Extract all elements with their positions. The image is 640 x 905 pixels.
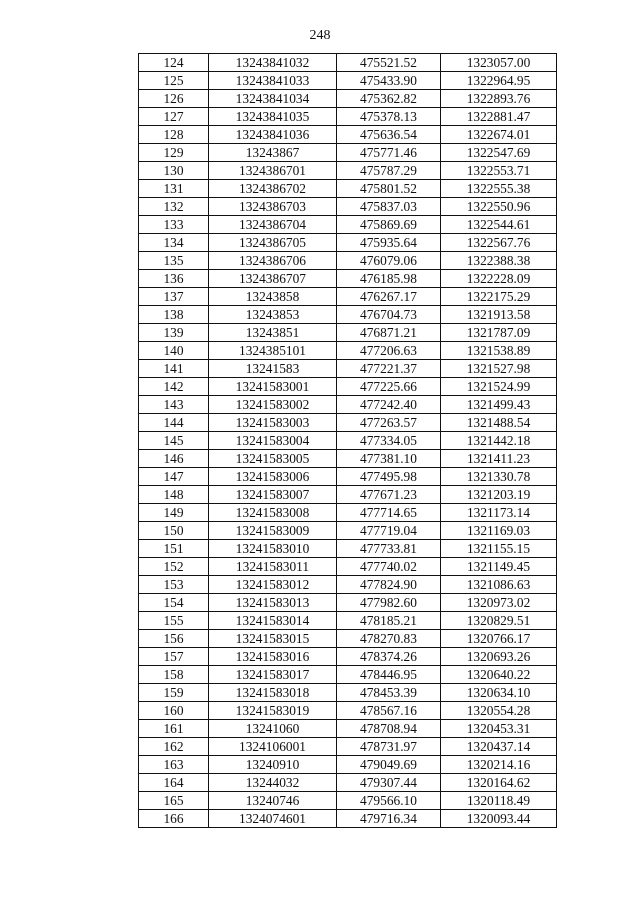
- row-index-cell: 145: [139, 432, 209, 450]
- page-number: 248: [309, 28, 331, 43]
- y-coordinate-cell: 1321203.19: [441, 486, 557, 504]
- table-row: [139, 576, 557, 594]
- table-row: [139, 90, 557, 108]
- point-id-cell: 13241583004: [209, 432, 337, 450]
- table-row: [139, 720, 557, 738]
- x-coordinate-cell: 477381.10: [337, 450, 441, 468]
- point-id-cell: 1324106001: [209, 738, 337, 756]
- y-coordinate-cell: 1322547.69: [441, 144, 557, 162]
- point-id-cell: 13241583012: [209, 576, 337, 594]
- x-coordinate-cell: 478185.21: [337, 612, 441, 630]
- x-coordinate-cell: 476704.73: [337, 306, 441, 324]
- point-id-cell: 13241583: [209, 360, 337, 378]
- x-coordinate-cell: 476267.17: [337, 288, 441, 306]
- row-index-cell: 130: [139, 162, 209, 180]
- y-coordinate-cell: 1320640.22: [441, 666, 557, 684]
- table-row: [139, 288, 557, 306]
- row-index-cell: 155: [139, 612, 209, 630]
- row-index-cell: 135: [139, 252, 209, 270]
- table-row: [139, 324, 557, 342]
- x-coordinate-cell: 477221.37: [337, 360, 441, 378]
- point-id-cell: 1324386704: [209, 216, 337, 234]
- y-coordinate-cell: 1321149.45: [441, 558, 557, 576]
- y-coordinate-cell: 1322388.38: [441, 252, 557, 270]
- y-coordinate-cell: 1320164.62: [441, 774, 557, 792]
- x-coordinate-cell: 479307.44: [337, 774, 441, 792]
- row-index-cell: 136: [139, 270, 209, 288]
- row-index-cell: 146: [139, 450, 209, 468]
- x-coordinate-cell: 479716.34: [337, 810, 441, 828]
- point-id-cell: 13241583010: [209, 540, 337, 558]
- point-id-cell: 1324074601: [209, 810, 337, 828]
- row-index-cell: 141: [139, 360, 209, 378]
- table-row: [139, 684, 557, 702]
- row-index-cell: 140: [139, 342, 209, 360]
- row-index-cell: 142: [139, 378, 209, 396]
- table-row: [139, 72, 557, 90]
- x-coordinate-cell: 477671.23: [337, 486, 441, 504]
- table-row: [139, 270, 557, 288]
- table-row: [139, 756, 557, 774]
- table-row: [139, 54, 557, 72]
- point-id-cell: 13244032: [209, 774, 337, 792]
- y-coordinate-cell: 1321524.99: [441, 378, 557, 396]
- point-id-cell: 13241583001: [209, 378, 337, 396]
- row-index-cell: 125: [139, 72, 209, 90]
- table-row: [139, 234, 557, 252]
- y-coordinate-cell: 1320093.44: [441, 810, 557, 828]
- y-coordinate-cell: 1320437.14: [441, 738, 557, 756]
- table-row: [139, 414, 557, 432]
- x-coordinate-cell: 475378.13: [337, 108, 441, 126]
- y-coordinate-cell: 1322881.47: [441, 108, 557, 126]
- x-coordinate-cell: 475787.29: [337, 162, 441, 180]
- x-coordinate-cell: 477733.81: [337, 540, 441, 558]
- y-coordinate-cell: 1323057.00: [441, 54, 557, 72]
- y-coordinate-cell: 1321499.43: [441, 396, 557, 414]
- x-coordinate-cell: 477714.65: [337, 504, 441, 522]
- y-coordinate-cell: 1321173.14: [441, 504, 557, 522]
- table-row: [139, 180, 557, 198]
- row-index-cell: 156: [139, 630, 209, 648]
- x-coordinate-cell: 475433.90: [337, 72, 441, 90]
- x-coordinate-cell: 479566.10: [337, 792, 441, 810]
- point-id-cell: 13241583015: [209, 630, 337, 648]
- point-id-cell: 13243853: [209, 306, 337, 324]
- row-index-cell: 160: [139, 702, 209, 720]
- x-coordinate-cell: 478374.26: [337, 648, 441, 666]
- y-coordinate-cell: 1320554.28: [441, 702, 557, 720]
- table-row: [139, 144, 557, 162]
- table-row: [139, 558, 557, 576]
- x-coordinate-cell: 475771.46: [337, 144, 441, 162]
- row-index-cell: 128: [139, 126, 209, 144]
- x-coordinate-cell: 475521.52: [337, 54, 441, 72]
- x-coordinate-cell: 475935.64: [337, 234, 441, 252]
- table-row: [139, 216, 557, 234]
- y-coordinate-cell: 1322228.09: [441, 270, 557, 288]
- x-coordinate-cell: 478731.97: [337, 738, 441, 756]
- x-coordinate-cell: 477982.60: [337, 594, 441, 612]
- table-row: [139, 504, 557, 522]
- point-id-cell: 1324386702: [209, 180, 337, 198]
- table-row: [139, 198, 557, 216]
- row-index-cell: 158: [139, 666, 209, 684]
- table-body: [139, 54, 557, 828]
- row-index-cell: 139: [139, 324, 209, 342]
- x-coordinate-cell: 477225.66: [337, 378, 441, 396]
- row-index-cell: 153: [139, 576, 209, 594]
- point-id-cell: 13241583011: [209, 558, 337, 576]
- x-coordinate-cell: 477495.98: [337, 468, 441, 486]
- point-id-cell: 1324386701: [209, 162, 337, 180]
- x-coordinate-cell: 478567.16: [337, 702, 441, 720]
- point-id-cell: 13241583016: [209, 648, 337, 666]
- table-row: [139, 738, 557, 756]
- table-row: [139, 432, 557, 450]
- table-row: [139, 540, 557, 558]
- point-id-cell: 13241583013: [209, 594, 337, 612]
- row-index-cell: 144: [139, 414, 209, 432]
- x-coordinate-cell: 477740.02: [337, 558, 441, 576]
- y-coordinate-cell: 1322175.29: [441, 288, 557, 306]
- point-id-cell: 13243851: [209, 324, 337, 342]
- point-id-cell: 13243841034: [209, 90, 337, 108]
- row-index-cell: 162: [139, 738, 209, 756]
- row-index-cell: 165: [139, 792, 209, 810]
- point-id-cell: 13241583018: [209, 684, 337, 702]
- table-row: [139, 648, 557, 666]
- table-row: [139, 396, 557, 414]
- point-id-cell: 13243841033: [209, 72, 337, 90]
- table-row: [139, 594, 557, 612]
- x-coordinate-cell: 477263.57: [337, 414, 441, 432]
- point-id-cell: 13241583019: [209, 702, 337, 720]
- table-row: [139, 468, 557, 486]
- point-id-cell: 1324386703: [209, 198, 337, 216]
- row-index-cell: 124: [139, 54, 209, 72]
- point-id-cell: 13243841035: [209, 108, 337, 126]
- table-row: [139, 450, 557, 468]
- table-row: [139, 666, 557, 684]
- y-coordinate-cell: 1321330.78: [441, 468, 557, 486]
- point-id-cell: 13241583006: [209, 468, 337, 486]
- row-index-cell: 148: [139, 486, 209, 504]
- point-id-cell: 13241060: [209, 720, 337, 738]
- point-id-cell: 13243858: [209, 288, 337, 306]
- x-coordinate-cell: 476185.98: [337, 270, 441, 288]
- row-index-cell: 126: [139, 90, 209, 108]
- row-index-cell: 129: [139, 144, 209, 162]
- point-id-cell: 13241583007: [209, 486, 337, 504]
- row-index-cell: 131: [139, 180, 209, 198]
- y-coordinate-cell: 1320453.31: [441, 720, 557, 738]
- y-coordinate-cell: 1320766.17: [441, 630, 557, 648]
- row-index-cell: 127: [139, 108, 209, 126]
- y-coordinate-cell: 1321155.15: [441, 540, 557, 558]
- table-row: [139, 378, 557, 396]
- point-id-cell: 13241583009: [209, 522, 337, 540]
- y-coordinate-cell: 1322553.71: [441, 162, 557, 180]
- row-index-cell: 138: [139, 306, 209, 324]
- x-coordinate-cell: 477206.63: [337, 342, 441, 360]
- point-id-cell: 1324385101: [209, 342, 337, 360]
- point-id-cell: 13241583008: [209, 504, 337, 522]
- y-coordinate-cell: 1320693.26: [441, 648, 557, 666]
- y-coordinate-cell: 1320829.51: [441, 612, 557, 630]
- y-coordinate-cell: 1321086.63: [441, 576, 557, 594]
- point-id-cell: 13240746: [209, 792, 337, 810]
- y-coordinate-cell: 1321411.23: [441, 450, 557, 468]
- point-id-cell: 1324386706: [209, 252, 337, 270]
- row-index-cell: 150: [139, 522, 209, 540]
- row-index-cell: 147: [139, 468, 209, 486]
- row-index-cell: 159: [139, 684, 209, 702]
- x-coordinate-cell: 477824.90: [337, 576, 441, 594]
- x-coordinate-cell: 477719.04: [337, 522, 441, 540]
- y-coordinate-cell: 1320118.49: [441, 792, 557, 810]
- point-id-cell: 13241583002: [209, 396, 337, 414]
- x-coordinate-cell: 476871.21: [337, 324, 441, 342]
- table-row: [139, 792, 557, 810]
- row-index-cell: 161: [139, 720, 209, 738]
- row-index-cell: 134: [139, 234, 209, 252]
- row-index-cell: 132: [139, 198, 209, 216]
- table-row: [139, 612, 557, 630]
- y-coordinate-cell: 1321787.09: [441, 324, 557, 342]
- y-coordinate-cell: 1320634.10: [441, 684, 557, 702]
- x-coordinate-cell: 475869.69: [337, 216, 441, 234]
- point-id-cell: 13240910: [209, 756, 337, 774]
- row-index-cell: 166: [139, 810, 209, 828]
- table-row: [139, 252, 557, 270]
- table-row: [139, 702, 557, 720]
- point-id-cell: 13243867: [209, 144, 337, 162]
- point-id-cell: 13241583005: [209, 450, 337, 468]
- x-coordinate-cell: 475362.82: [337, 90, 441, 108]
- x-coordinate-cell: 475801.52: [337, 180, 441, 198]
- y-coordinate-cell: 1322964.95: [441, 72, 557, 90]
- table-row: [139, 486, 557, 504]
- x-coordinate-cell: 478270.83: [337, 630, 441, 648]
- y-coordinate-cell: 1321527.98: [441, 360, 557, 378]
- y-coordinate-cell: 1320973.02: [441, 594, 557, 612]
- row-index-cell: 143: [139, 396, 209, 414]
- row-index-cell: 133: [139, 216, 209, 234]
- x-coordinate-cell: 475636.54: [337, 126, 441, 144]
- y-coordinate-cell: 1321913.58: [441, 306, 557, 324]
- point-id-cell: 13243841036: [209, 126, 337, 144]
- x-coordinate-cell: 477242.40: [337, 396, 441, 414]
- table-row: [139, 774, 557, 792]
- y-coordinate-cell: 1321442.18: [441, 432, 557, 450]
- y-coordinate-cell: 1322550.96: [441, 198, 557, 216]
- x-coordinate-cell: 477334.05: [337, 432, 441, 450]
- x-coordinate-cell: 478453.39: [337, 684, 441, 702]
- x-coordinate-cell: 476079.06: [337, 252, 441, 270]
- row-index-cell: 151: [139, 540, 209, 558]
- x-coordinate-cell: 478446.95: [337, 666, 441, 684]
- x-coordinate-cell: 478708.94: [337, 720, 441, 738]
- table-row: [139, 108, 557, 126]
- y-coordinate-cell: 1322544.61: [441, 216, 557, 234]
- y-coordinate-cell: 1322674.01: [441, 126, 557, 144]
- y-coordinate-cell: 1321538.89: [441, 342, 557, 360]
- x-coordinate-cell: 479049.69: [337, 756, 441, 774]
- point-id-cell: 1324386705: [209, 234, 337, 252]
- point-id-cell: 13241583003: [209, 414, 337, 432]
- coordinates-table: [138, 53, 557, 828]
- row-index-cell: 152: [139, 558, 209, 576]
- row-index-cell: 149: [139, 504, 209, 522]
- table-row: [139, 630, 557, 648]
- y-coordinate-cell: 1321488.54: [441, 414, 557, 432]
- point-id-cell: 13241583017: [209, 666, 337, 684]
- table-row: [139, 810, 557, 828]
- y-coordinate-cell: 1321169.03: [441, 522, 557, 540]
- point-id-cell: 13241583014: [209, 612, 337, 630]
- x-coordinate-cell: 475837.03: [337, 198, 441, 216]
- table-row: [139, 522, 557, 540]
- row-index-cell: 163: [139, 756, 209, 774]
- y-coordinate-cell: 1320214.16: [441, 756, 557, 774]
- table-row: [139, 162, 557, 180]
- table-row: [139, 360, 557, 378]
- row-index-cell: 164: [139, 774, 209, 792]
- row-index-cell: 154: [139, 594, 209, 612]
- table-row: [139, 342, 557, 360]
- row-index-cell: 157: [139, 648, 209, 666]
- row-index-cell: 137: [139, 288, 209, 306]
- y-coordinate-cell: 1322555.38: [441, 180, 557, 198]
- y-coordinate-cell: 1322893.76: [441, 90, 557, 108]
- table-row: [139, 306, 557, 324]
- point-id-cell: 13243841032: [209, 54, 337, 72]
- y-coordinate-cell: 1322567.76: [441, 234, 557, 252]
- point-id-cell: 1324386707: [209, 270, 337, 288]
- table-row: [139, 126, 557, 144]
